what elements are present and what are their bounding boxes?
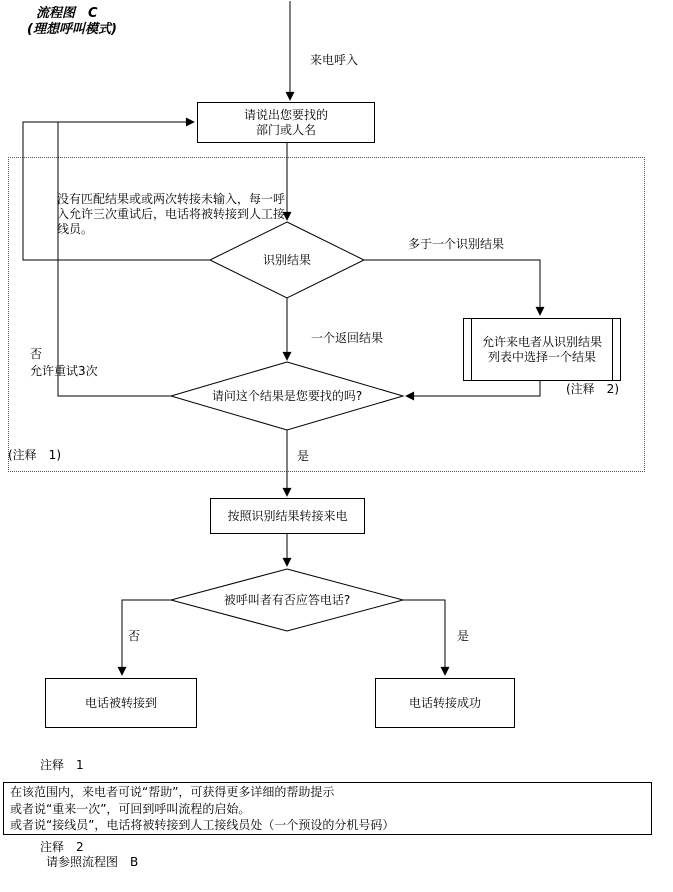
note1-line3: 或者说“接线员”，电话将被转接到人工接线员处（一个预设的分机号码）	[10, 818, 395, 832]
select-result-box	[463, 318, 621, 381]
note2-reference: (注释 2)	[566, 382, 619, 396]
prompt-box-line1: 请说出您要找的	[243, 107, 328, 122]
note1-reference: (注释 1)	[8, 448, 61, 462]
more-than-one-label: 多于一个识别结果	[408, 237, 505, 251]
page-subtitle: (理想呼叫模式)	[27, 22, 117, 37]
transfer-box-text: 按照识别结果转接来电	[227, 508, 348, 523]
transfer-box	[210, 498, 365, 534]
select-box-line2: 列表中选择一个结果	[487, 349, 596, 364]
no-match-note: 没有匹配结果或或两次转接未输入，每一呼入允许三次重试后，电话将被转接到人工接线员。	[57, 192, 286, 236]
retry-no-label: 否	[30, 347, 43, 361]
note2-heading: 注释 2	[40, 840, 84, 854]
note1-heading: 注释 1	[40, 758, 84, 772]
note2-text: 请参照流程图 B	[46, 855, 139, 869]
note1-line1: 在该范围内，来电者可说“帮助”，可获得更多详细的帮助提示	[10, 785, 335, 799]
connector-answer-yes	[403, 600, 445, 675]
connector-nomatch-loop	[23, 122, 210, 260]
prompt-box-line2: 部门或人名	[255, 122, 316, 137]
select-box-right-bar	[612, 319, 613, 380]
select-box-left-bar	[471, 319, 472, 380]
connector-select-to-confirm	[406, 381, 540, 396]
one-result-label: 一个返回结果	[311, 331, 384, 345]
transferred-box-text: 电话被转接到	[84, 695, 157, 710]
transferred-box	[45, 678, 197, 728]
note1-line2: 或者说“重来一次”，可回到呼叫流程的启始。	[10, 801, 251, 816]
entry-arrow-label: 来电呼入	[310, 53, 359, 67]
success-box-text: 电话转接成功	[408, 695, 481, 710]
connector-retry-loop	[58, 122, 172, 396]
confirm-diamond-label: 请问这个结果是您要找的吗?	[211, 389, 363, 403]
note1-box	[3, 782, 652, 835]
answer-yes-label: 是	[457, 629, 470, 643]
retry-allow-label: 允许重试3次	[30, 364, 98, 378]
answer-diamond-label: 被呼叫者有否应答电话?	[223, 593, 351, 607]
answer-no-label: 否	[128, 629, 141, 643]
confirm-yes-label: 是	[297, 449, 310, 463]
connector-multi-result	[364, 260, 540, 315]
success-box	[375, 678, 515, 728]
select-box-line1: 允许来电者从识别结果	[481, 334, 602, 349]
prompt-box	[197, 102, 375, 143]
page-title: 流程图 C	[36, 6, 98, 21]
recognition-diamond-label: 识别结果	[262, 253, 311, 267]
